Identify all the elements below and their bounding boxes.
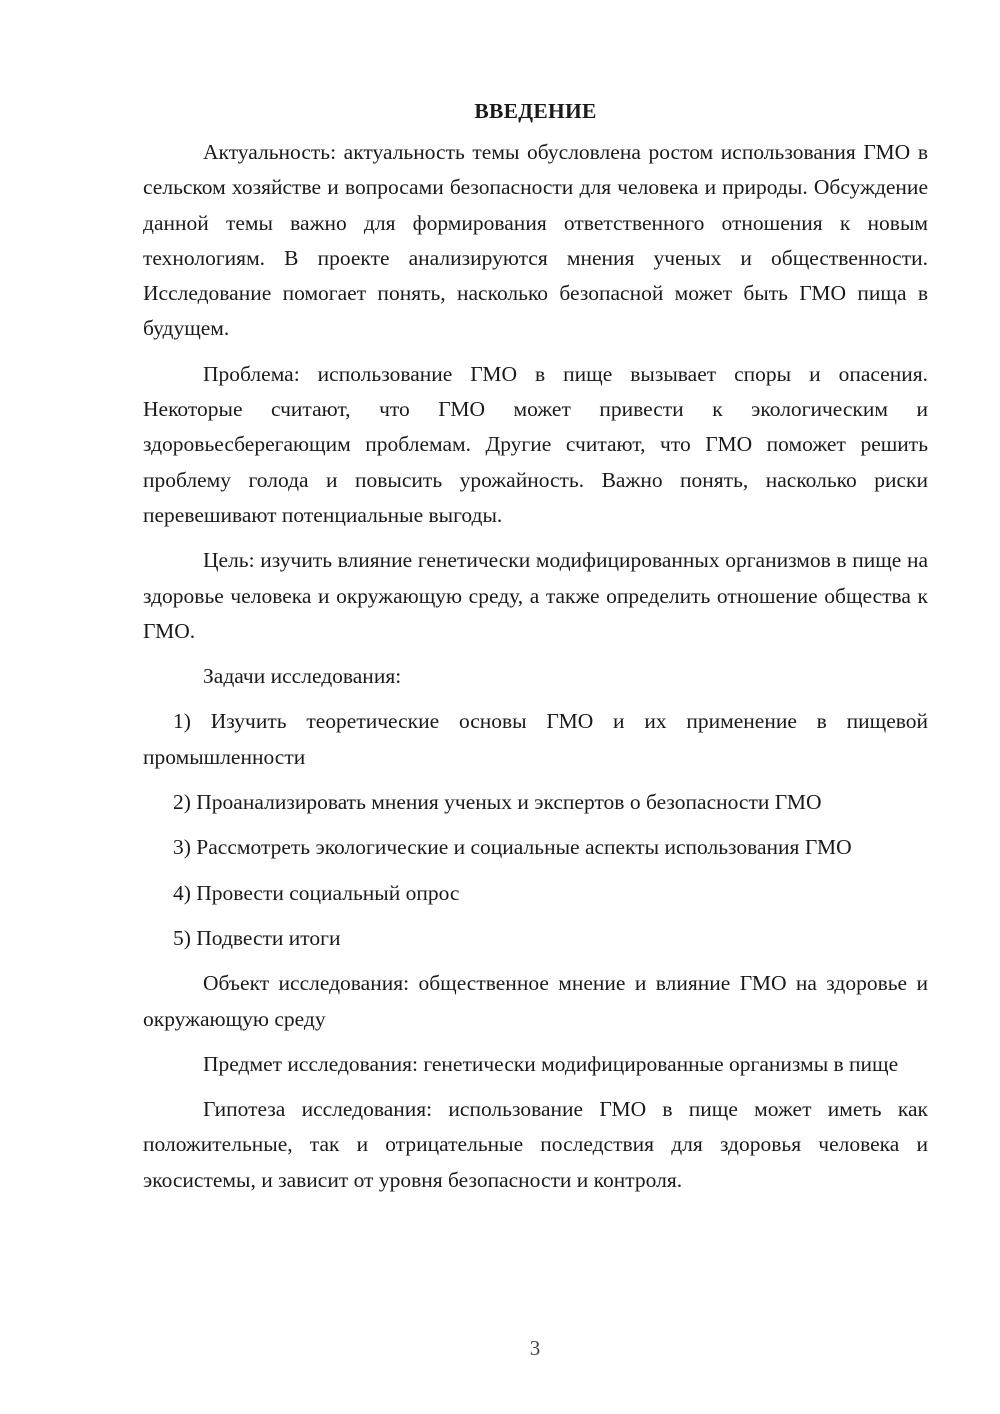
page-number: 3 (529, 1336, 541, 1360)
paragraph-object: Объект исследования: общественное мнение и влияние ГМО на здоровье и окружающую среду (143, 971, 928, 1031)
paragraph-relevance: Актуальность: актуальность темы обусловлена ростом использования ГМО в сельском хозяйстве и вопросами безопасности для человека и природы. Обсуждение данной темы важно для формирования ответственного отношения к новым технологиям. В проекте анализируются мнения ученых и общественности. Исследование помогает понять, насколько безопасной может быть ГМО пища в будущем. (143, 140, 928, 341)
task-item: 5) Подвести итоги (173, 925, 341, 950)
tasks-heading: Задачи исследования: (203, 664, 402, 689)
page-content (143, 93, 928, 1208)
task-item: 4) Провести социальный опрос (173, 880, 460, 905)
paragraph-subject: Предмет исследования: генетически модифицированные организмы в пище (203, 1051, 899, 1076)
section-title: ВВЕДЕНИЕ (474, 99, 597, 123)
paragraph-goal: Цель: изучить влияние генетически модифицированных организмов в пище на здоровье человека и окружающую среду, а также определить отношение общества к ГМО. (143, 548, 928, 643)
task-item: 1) Изучить теоретические основы ГМО и их применение в пищевой промышленности (143, 709, 928, 769)
task-item: 3) Рассмотреть экологические и социальные аспекты использования ГМО (173, 835, 852, 860)
task-item: 2) Проанализировать мнения ученых и экспертов о безопасности ГМО (173, 790, 822, 815)
paragraph-problem: Проблема: использование ГМО в пище вызывает споры и опасения. Некоторые считают, что ГМО может привести к экологическим и здоровьесберегающим проблемам. Другие считают, что ГМО поможет решить проблему голода и повысить урожайность. Важно понять, насколько риски перевешивают потенциальные выгоды. (143, 361, 928, 527)
paragraph-hypothesis: Гипотеза исследования: использование ГМО в пище может иметь как положительные, так и отрицательные последствия для здоровья человека и экосистемы, и зависит от уровня безопасности и контроля. (143, 1097, 928, 1192)
